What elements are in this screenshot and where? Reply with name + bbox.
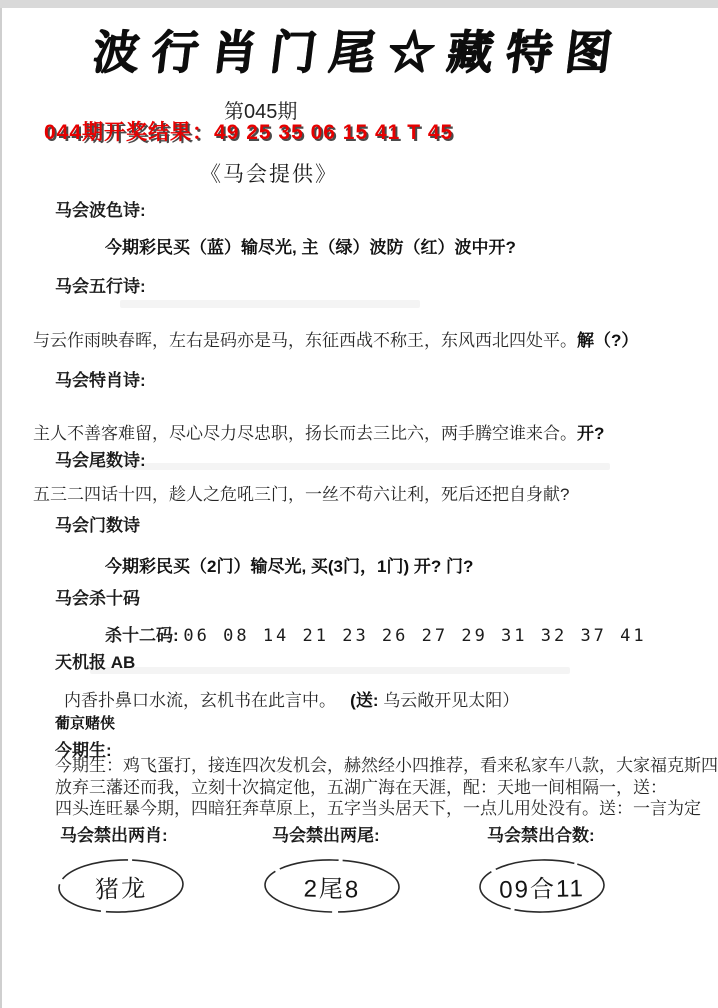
tianji-poem	[64, 686, 519, 711]
forbidden-sum-value: 09合11	[499, 874, 586, 904]
pujing-line-1: 今期生：鸡飞蛋打，接连四次发机会，赫然经小四推荐，看来私家车八款，大家福克斯四	[55, 756, 718, 775]
forbidden-sum-oval	[477, 856, 608, 916]
pujing-paragraph	[55, 755, 718, 820]
section-label-pujing: 葡京赌侠	[55, 715, 116, 732]
forbidden-zodiac-oval	[55, 855, 187, 918]
texiao-poem	[33, 419, 604, 444]
kill-numbers-line	[105, 621, 647, 646]
provider-title: 《马会提供》	[200, 163, 338, 186]
scan-artifact	[90, 667, 570, 674]
forbidden-sum-label: 马会禁出合数:	[487, 826, 595, 845]
forbidden-tail-oval	[262, 856, 403, 916]
kill-numbers-values: 06 08 14 21 23 26 27 29 31 32 37 41	[183, 626, 647, 646]
scan-artifact	[120, 300, 420, 308]
page-edge-top	[0, 0, 718, 8]
section-label-bose: 马会波色诗:	[55, 201, 146, 220]
section-label-wuxing: 马会五行诗:	[55, 277, 146, 296]
texiao-answer: 开?	[577, 424, 605, 443]
section-label-tianji: 天机报 AB	[55, 653, 136, 672]
texiao-poem-text: 主人不善客难留，尽心尽力尽忠职，扬长而去三比六，两手腾空谁来合。	[33, 424, 577, 443]
section-label-weishu: 马会尾数诗:	[55, 451, 146, 470]
forbidden-zodiac-value: 猪龙	[94, 874, 148, 904]
scan-artifact	[90, 463, 610, 470]
weishu-poem: 五三二四话十四，趁人之危吼三门，一丝不苟六让利，死后还把自身献?	[33, 485, 570, 504]
page-title: 波行肖门尾☆藏特图	[89, 26, 628, 78]
forbidden-zodiac-label: 马会禁出两肖:	[60, 826, 168, 845]
forbidden-tail-label: 马会禁出两尾:	[272, 826, 380, 845]
pujing-line-3: 四头连旺暴今期，四暗狂奔草原上，五字当头居天下，一点儿用处没有。送：一言为定	[55, 799, 701, 818]
section-label-texiao: 马会特肖诗:	[55, 371, 146, 390]
issue-number: 第045期	[224, 101, 298, 123]
tianji-gift-label: (送:	[350, 691, 379, 710]
pujing-line-2: 放弃三藩还而我，立刻十次搞定他，五湖广海在天涯，配：天地一间相隔一，送：	[55, 777, 667, 797]
kill-numbers-label: 杀十二码:	[105, 626, 179, 645]
section-label-menshu: 马会门数诗	[55, 516, 140, 535]
previous-draw-result: 044期开奖结果：49 25 35 06 15 41 T 45	[44, 121, 454, 144]
wuxing-answer: 解（?）	[577, 331, 639, 350]
tianji-gift-text: 乌云敞开见太阳）	[383, 691, 520, 710]
pujing-sub-label: 今期生:	[55, 741, 112, 760]
menshu-poem: 今期彩民买（2门）输尽光, 买(3门，1门) 开? 门?	[105, 557, 474, 576]
wuxing-poem	[33, 326, 638, 351]
page-edge-left	[0, 8, 2, 1008]
wuxing-poem-text: 与云作雨映春晖，左右是码亦是马，东征西战不称王，东风西北四处平。	[33, 331, 577, 350]
tianji-poem-text: 内香扑鼻口水流，玄机书在此言中。	[64, 691, 336, 710]
section-label-shama: 马会杀十码	[55, 589, 140, 608]
forbidden-tail-value: 2尾8	[303, 875, 361, 903]
bose-poem: 今期彩民买（蓝）输尽光, 主（绿）波防（红）波中开?	[105, 238, 516, 257]
